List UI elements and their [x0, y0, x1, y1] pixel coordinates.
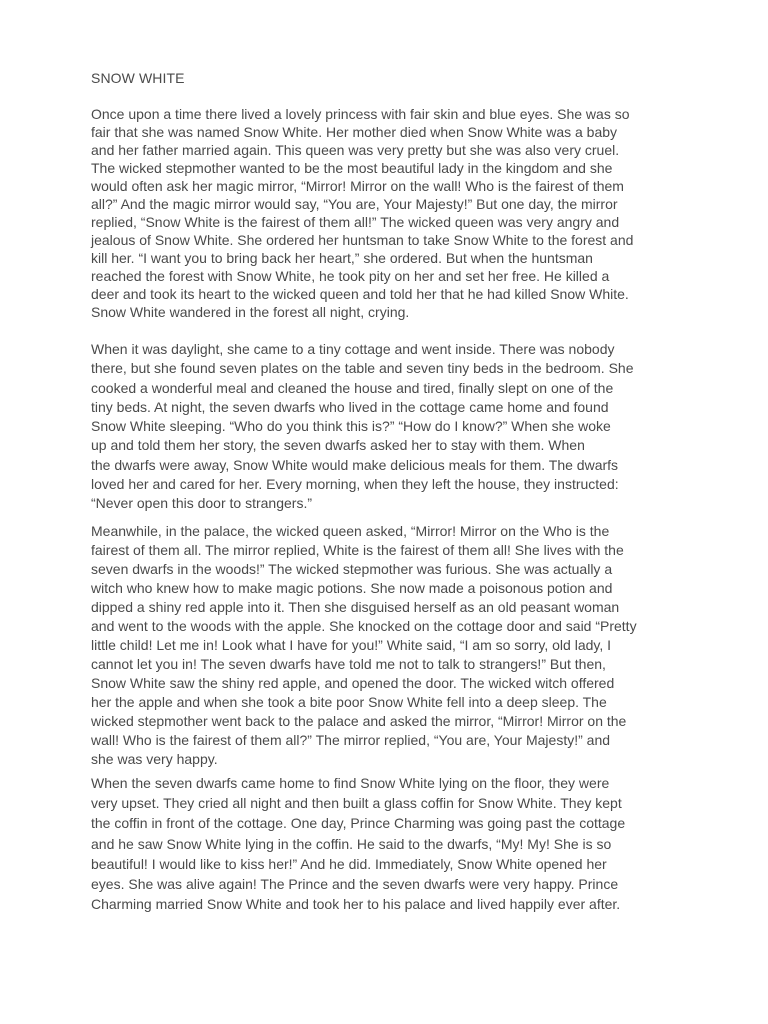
text-line: there, but she found seven plates on the table and seven tiny beds in the bedroom. She [91, 360, 634, 377]
text-line: Snow White sleeping. “Who do you think this is?” “How do I know?” When she woke [91, 418, 611, 435]
text-line: replied, “Snow White is the fairest of them all!” The wicked queen was very angry and [91, 214, 620, 230]
text-line: reached the forest with Snow White, he took pity on her and set her free. He killed a [91, 268, 610, 284]
text-line: witch who knew how to make magic potions. She now made a poisonous potion and [91, 580, 613, 596]
text-line: cooked a wonderful meal and cleaned the house and tired, finally slept on one of the [91, 379, 614, 396]
text-line: her the apple and when she took a bite poor Snow White fell into a deep sleep. The [91, 694, 607, 710]
text-line: little child! Let me in! Look what I have for you!” White said, “I am so sorry, old lady, I [91, 637, 612, 653]
text-line: beautiful! I would like to kiss her!” And he did. Immediately, Snow White opened her [91, 855, 607, 872]
text-line: When the seven dwarfs came home to find Snow White lying on the floor, they were [91, 775, 610, 791]
text-line: wall! Who is the fairest of them all?” The mirror replied, “You are, Your Majesty!” and [91, 732, 611, 748]
text-line: all?” And the magic mirror would say, “You are, Your Majesty!” But one day, the mirror [91, 196, 618, 212]
text-line: seven dwarfs in the woods!” The wicked stepmother was furious. She was actually a [91, 561, 613, 577]
text-line: jealous of Snow White. She ordered her huntsman to take Snow White to the forest and [91, 232, 634, 248]
text-line: Snow White wandered in the forest all night, crying. [91, 304, 410, 320]
text-line: Meanwhile, in the palace, the wicked queen asked, “Mirror! Mirror on the Who is the [91, 523, 610, 539]
text-line: Once upon a time there lived a lovely princess with fair skin and blue eyes. She was so [91, 106, 630, 122]
text-line: would often ask her magic mirror, “Mirror! Mirror on the wall! Who is the fairest of them [91, 178, 624, 194]
text-line: kill her. “I want you to bring back her heart,” she ordered. But when the huntsman [91, 250, 593, 266]
text-line: up and told them her story, the seven dwarfs asked her to stay with them. When [91, 437, 585, 454]
paragraph-2 [91, 340, 691, 514]
text-line: deer and took its heart to the wicked queen and told her that he had killed Snow White. [91, 286, 629, 302]
text-line: cannot let you in! The seven dwarfs have told me not to talk to strangers!” But then, [91, 656, 606, 672]
text-line: When it was daylight, she came to a tiny cottage and went inside. There was nobody [91, 341, 615, 357]
text-line: “Never open this door to strangers.” [91, 495, 312, 512]
text-line: she was very happy. [91, 751, 218, 767]
text-line: tiny beds. At night, the seven dwarfs who lived in the cottage came home and found [91, 398, 609, 415]
text-line: fair that she was named Snow White. Her mother died when Snow White was a baby [91, 124, 618, 140]
paragraph-3 [91, 522, 691, 769]
text-line: very upset. They cried all night and then built a glass coffin for Snow White. They kept [91, 795, 622, 812]
text-line: and went to the woods with the apple. She knocked on the cottage door and said “Pretty [91, 618, 637, 634]
document-title: SNOW WHITE [91, 70, 185, 86]
text-line: loved her and cared for her. Every morning, when they left the house, they instructed: [91, 476, 619, 493]
text-line: and her father married again. This queen was very pretty but she was also very cruel. [91, 142, 620, 158]
text-line: eyes. She was alive again! The Prince and the seven dwarfs were very happy. Prince [91, 876, 619, 893]
text-line: wicked stepmother went back to the palace and asked the mirror, “Mirror! Mirror on the [91, 713, 627, 729]
paragraph-4 [91, 773, 691, 914]
text-line: the dwarfs were away, Snow White would make delicious meals for them. The dwarfs [91, 456, 619, 473]
text-line: dipped a shiny red apple into it. Then she disguised herself as an old peasant woman [91, 599, 620, 615]
text-line: The wicked stepmother wanted to be the most beautiful lady in the kingdom and she [91, 160, 613, 176]
text-line: and he saw Snow White lying in the coffin. He said to the dwarfs, “My! My! She is so [91, 835, 612, 852]
text-line: the coffin in front of the cottage. One day, Prince Charming was going past the cottage [91, 815, 626, 832]
text-line: Charming married Snow White and took her to his palace and lived happily ever after. [91, 896, 621, 913]
text-line: Snow White saw the shiny red apple, and opened the door. The wicked witch offered [91, 675, 615, 691]
paragraph-1 [91, 105, 691, 321]
text-line: fairest of them all. The mirror replied, White is the fairest of them all! She lives with the [91, 542, 624, 558]
